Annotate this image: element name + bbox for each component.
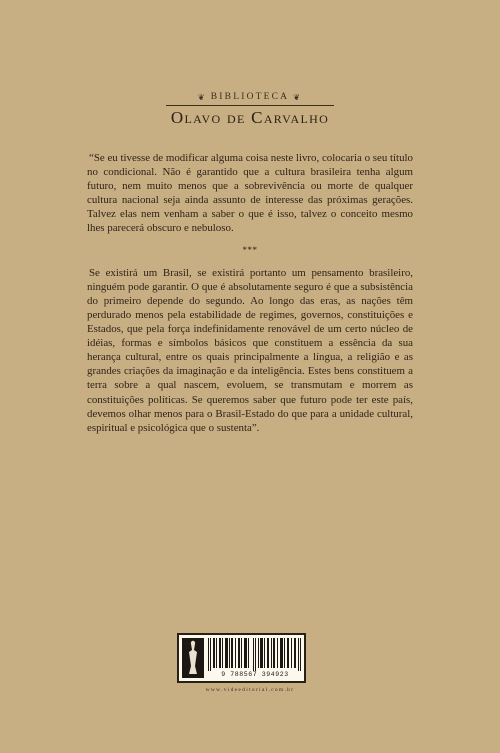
section-separator: *** xyxy=(242,244,258,255)
barcode-box xyxy=(177,633,306,683)
series-label: BIBLIOTECA xyxy=(210,92,290,102)
publisher-website[interactable]: www.videeditorial.com.br xyxy=(205,687,295,693)
series-divider xyxy=(166,105,334,106)
series-name: Olavo de Carvalho xyxy=(170,108,330,127)
quote-paragraph-2: Se existirá um Brasil, se existirá portanto um pensamento brasileiro, ninguém pode garantir. O que é absolutamente seguro é que a subsistência do primeiro depende do segundo. Ao longo das eras, as nações têm perdurado menos pela estabilidade de regimes, governos, constituições e Estados, que pela força indefinidamente renovável de um certo núcleo de idéias, formas e símbolos básicos que constituem a essência da sua herança cultural, entre os quais principalmente a língua, a religião e as grandes criações da imaginação e da inteligência. Estes bens constituem a terra sobre a qual nascem, evoluem, se transmutam e morrem as constituições políticas. Se queremos saber que futuro pode ter este país, devemos olhar menos para o Brasil-Estado do que para a unidade cultural, espiritual e psicológica que o sustenta”. xyxy=(87,266,413,434)
series-header xyxy=(0,92,500,128)
back-cover-text xyxy=(87,151,413,435)
publisher-logo-icon xyxy=(182,638,204,678)
barcode-icon xyxy=(208,638,302,671)
series-label-row xyxy=(0,92,500,102)
ornament-left-icon: ❦ xyxy=(197,92,207,102)
isbn-number: 9 788567 394923 xyxy=(221,671,289,678)
quote-paragraph-1: “Se eu tivesse de modificar alguma coisa neste livro, colocaria o seu título no condicional. Não é garantido que a cultura brasileira tenha algum futuro, nem muito menos que a sobrevivência ou morte de qualquer cultura nacional seja ainda assunto de interesse das próximas gerações. Talvez elas nem venham a saber o que é isso, talvez o conceito mesmo lhes parecerá obscuro e nebuloso. xyxy=(87,152,413,235)
ornament-right-icon: ❦ xyxy=(293,92,303,102)
